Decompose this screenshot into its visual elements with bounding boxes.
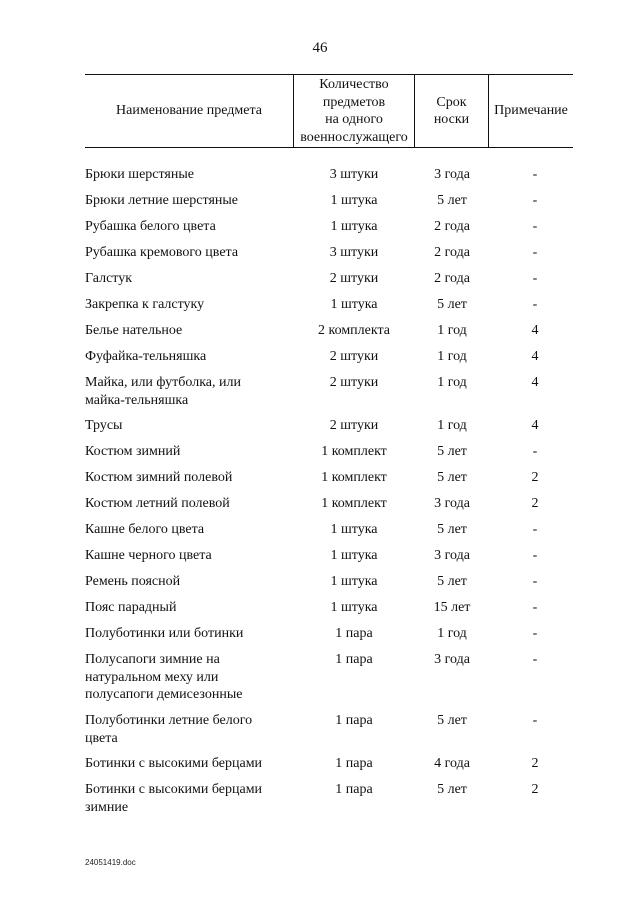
header-wear-term: Срок носки xyxy=(415,75,489,147)
page-number: 46 xyxy=(312,40,328,56)
header-note: Примечание xyxy=(494,103,568,119)
table-header xyxy=(85,74,573,148)
header-quantity: Количество предметов на одного военнослужащего xyxy=(293,75,415,147)
header-item-name: Наименование предмета xyxy=(116,103,262,119)
document-footer-filename: 24051419.doc xyxy=(85,858,136,867)
clothing-norms-table: Наименование предмета Количество предметов на одного военнослужащего Срок носки Примечание Брюки шерстяные 3 штуки 3 года - Брюки летние шерстяные 1 штука 5 лет - Рубашка белого цвета 1 штука 2 года - Рубашка кремового цвета 3 штуки 2 года - Галстук 2 штуки 2 года - Закрепка к галстуку 1 штука 5 лет - Белье нательное 2 комплекта 1 год 4 Фуфайка-тельняшка 2 штуки 1 год 4 Майка, или футболка, или майка-тельняшка 2 штуки 1 год 4 Трусы 2 штуки 1 год 4 Костюм зимний 1 комплект 5 лет - Костюм зимний полевой 1 комплект 5 лет 2 Костюм летний полевой 1 комплект 3 года 2 Кашне белого цвета 1 штука 5 лет - Кашне черного цвета 1 штука 3 года - Ремень поясной 1 штука 5 лет - Пояс парадный 1 штука 15 лет - Полуботинки или ботинки 1 пара 1 год - Полусапоги зимние на натуральном меху или полусапоги демисезонные 1 пара 3 года - Полуботинки летние белого цвета 1 пара 5 лет - Ботинки с высокими берцами 1 пара 4 года 2 Ботинки с высокими берцами зимние 1 пара 5 лет 2 xyxy=(85,74,573,166)
